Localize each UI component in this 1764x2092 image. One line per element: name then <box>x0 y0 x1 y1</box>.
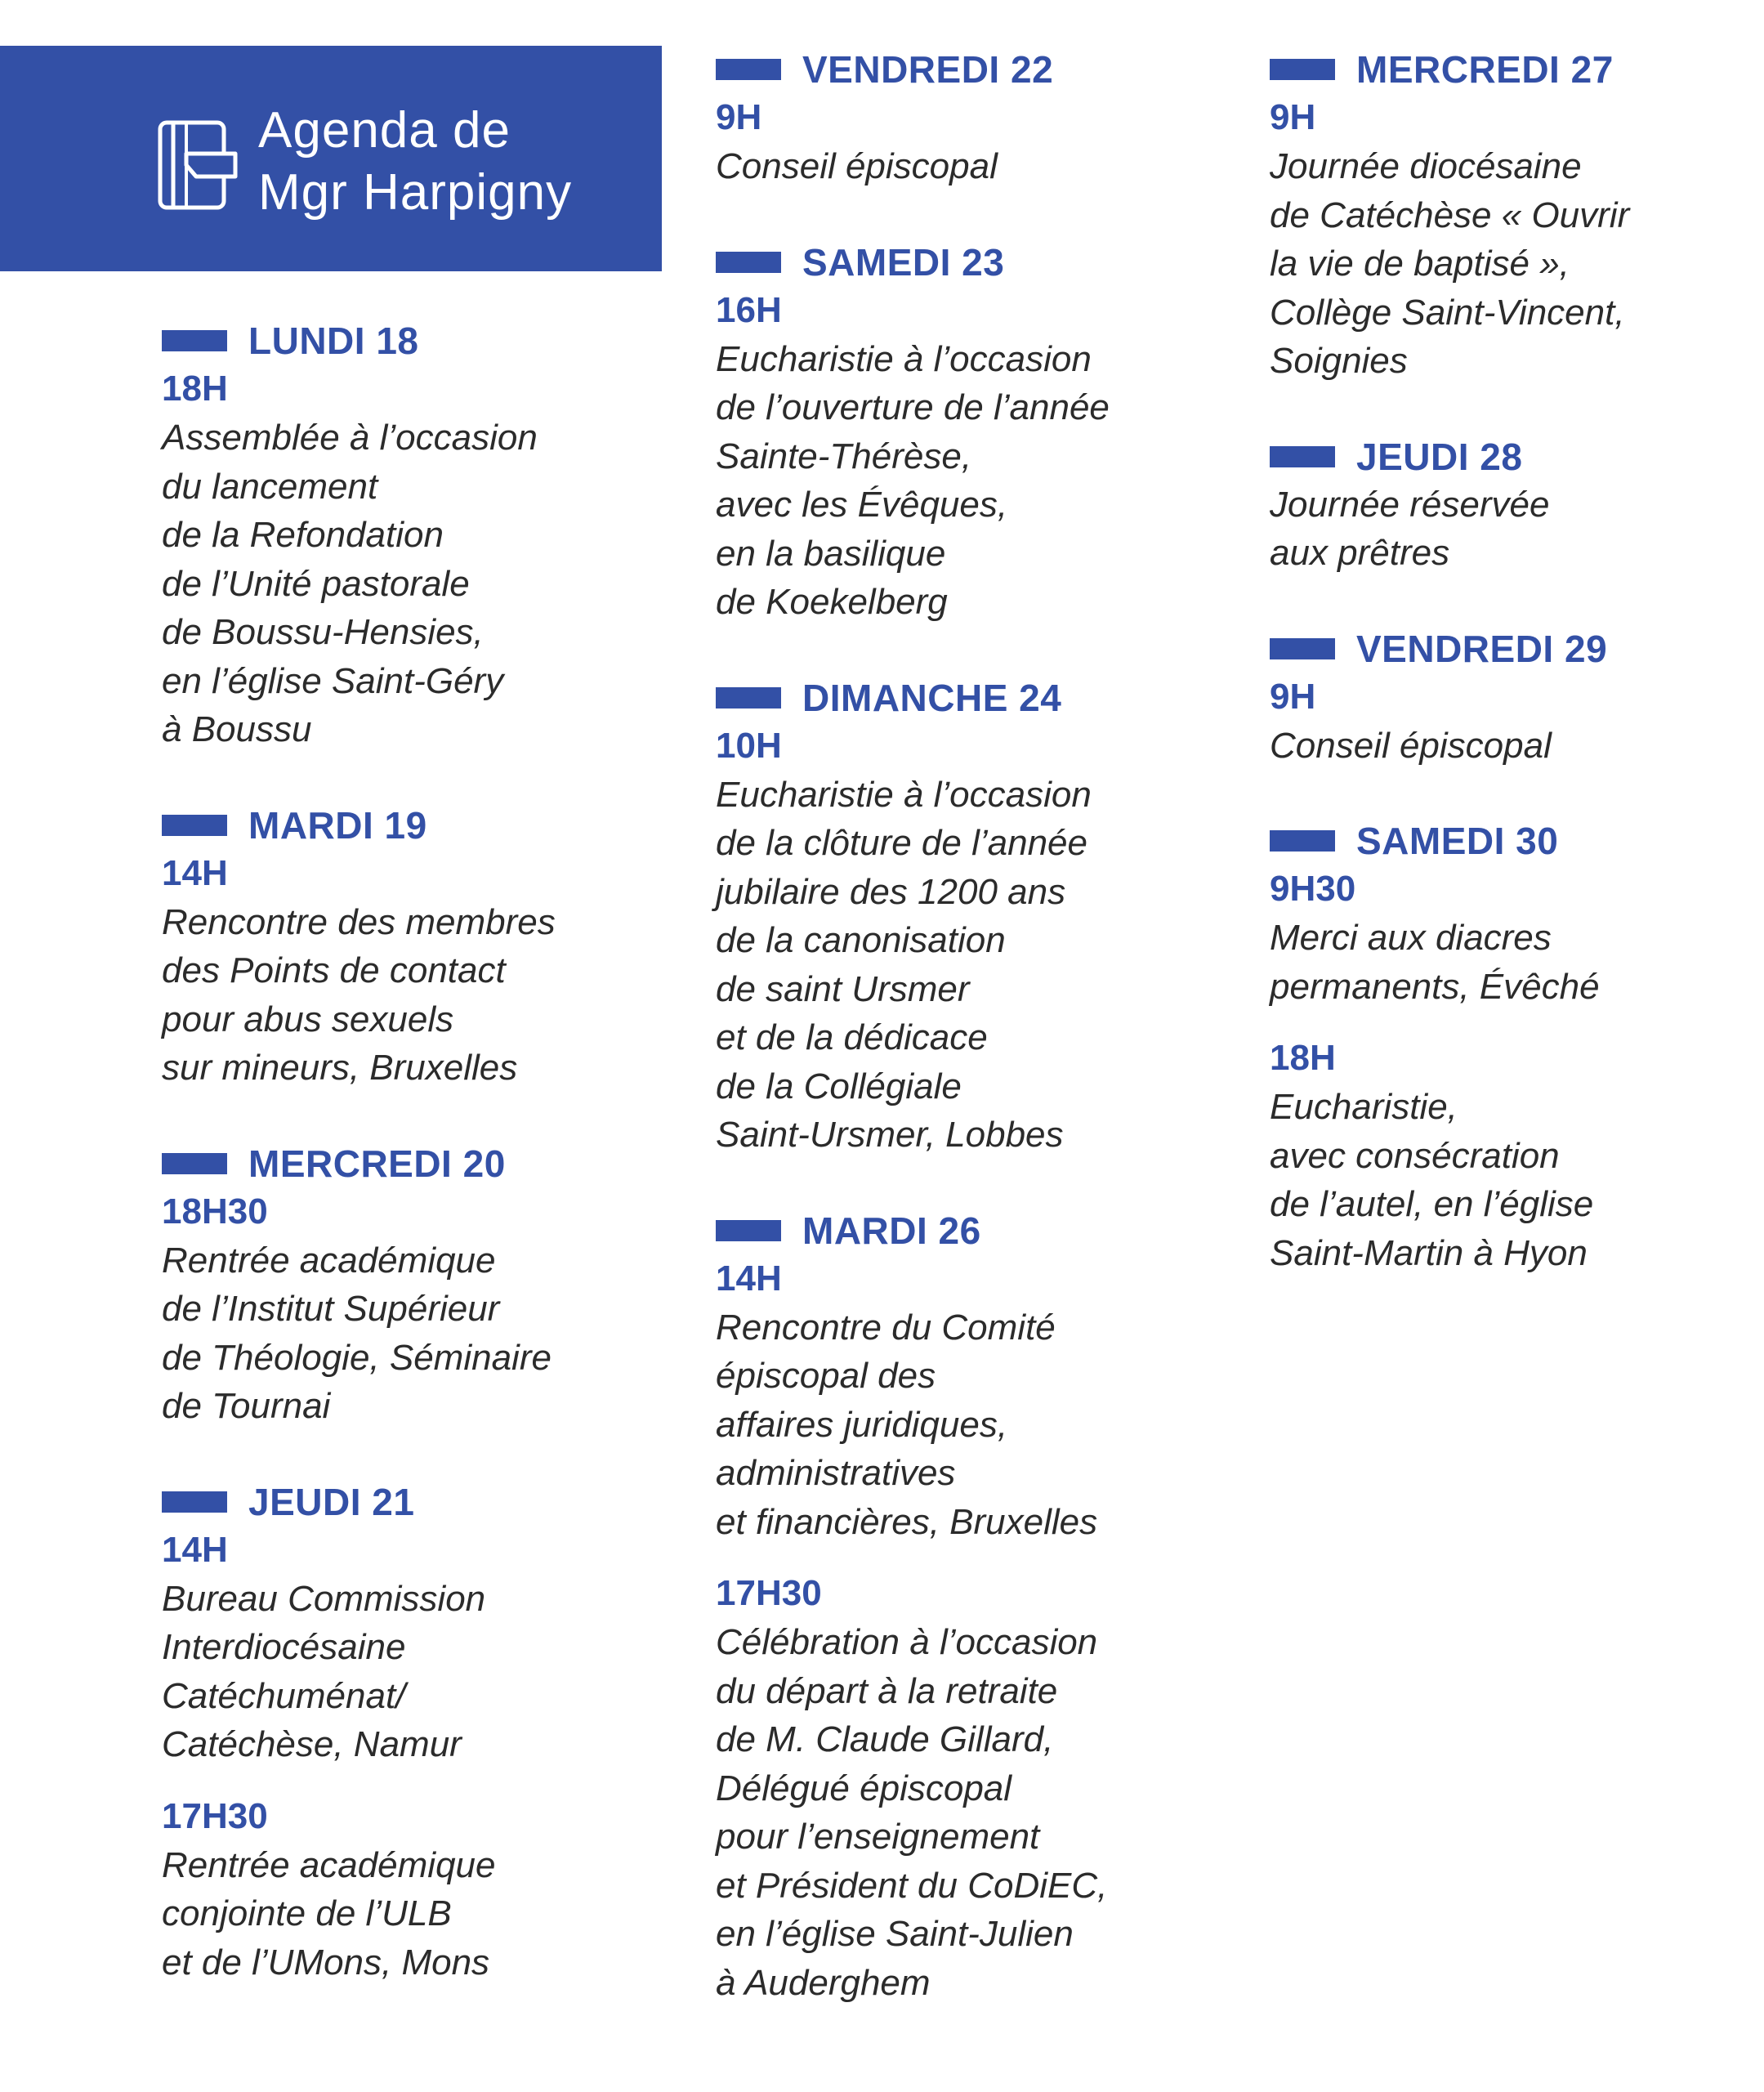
agenda-event <box>162 364 668 754</box>
event-description: Eucharistie à l’occasion de la clôture de l’année jubilaire des 1200 ans de la canonisation de saint Ursmer et de la dédicace de la Collégiale Saint-Ursmer, Lobbes <box>716 774 1092 1155</box>
event-time: 18H <box>162 369 228 409</box>
event-time: 16H <box>716 289 782 330</box>
agenda-event <box>1270 673 1760 771</box>
event-description: Rencontre des membres des Points de contact pour abus sexuels sur mineurs, Bruxelles <box>162 901 556 1088</box>
agenda-day <box>716 46 1239 191</box>
day-label: VENDREDI 29 <box>1356 627 1608 670</box>
event-time: 9H30 <box>1270 869 1356 909</box>
agenda-event <box>1270 865 1760 1011</box>
event-description: Bureau Commission Interdiocésaine Catéchuménat/ Catéchèse, Namur <box>162 1578 486 1764</box>
event-description: Rencontre du Comité épiscopal des affaires juridiques, administratives et financières, Bruxelles <box>716 1307 1098 1542</box>
day-label: JEUDI 28 <box>1356 435 1523 478</box>
agenda-day <box>716 1207 1239 2008</box>
agenda-event <box>162 1187 668 1431</box>
agenda-book-icon <box>157 116 239 214</box>
event-description: Conseil épiscopal <box>1270 725 1552 766</box>
day-label: SAMEDI 30 <box>1356 820 1559 862</box>
agenda-event <box>716 1569 1239 2007</box>
day-marker-bar <box>1270 59 1335 80</box>
event-time: 14H <box>716 1258 782 1299</box>
agenda-event <box>162 849 668 1093</box>
day-header <box>716 674 1239 722</box>
day-label: VENDREDI 22 <box>802 48 1054 91</box>
event-description: Eucharistie, avec consécration de l’autel, en l’église Saint-Martin à Hyon <box>1270 1087 1594 1273</box>
agenda-event <box>162 1792 668 1987</box>
agenda-event <box>716 722 1239 1160</box>
agenda-event <box>1270 93 1760 386</box>
event-description: Eucharistie à l’occasion de l’ouverture de l’année Sainte-Thérèse, avec les Évêques, en la basilique de Koekelberg <box>716 338 1110 622</box>
day-header <box>1270 625 1760 673</box>
day-header <box>716 239 1239 286</box>
agenda-day <box>716 239 1239 627</box>
event-time: 9H <box>716 97 762 137</box>
day-marker-bar <box>1270 446 1335 467</box>
agenda-header <box>0 46 662 271</box>
agenda-column-2 <box>716 46 1239 2054</box>
event-description: Journée diocésaine de Catéchèse « Ouvrir la vie de baptisé », Collège Saint-Vincent, Soignies <box>1270 146 1630 381</box>
day-label: MARDI 26 <box>802 1209 981 1252</box>
day-marker-bar <box>716 687 781 709</box>
day-label: JEUDI 21 <box>248 1480 415 1523</box>
day-marker-bar <box>162 815 227 836</box>
title-line-2: Mgr Harpigny <box>258 164 573 221</box>
day-marker-bar <box>1270 830 1335 852</box>
event-description: Célébration à l’occasion du départ à la retraite de M. Claude Gillard, Délégué épiscopal pour l’enseignement et Président du CoDiEC, en l’église Saint-Julien à Auderghem <box>716 1622 1108 2003</box>
agenda-day <box>162 317 668 754</box>
event-time: 17H30 <box>162 1795 268 1836</box>
day-marker-bar <box>1270 638 1335 659</box>
event-description: Assemblée à l’occasion du lancement de la Refondation de l’Unité pastorale de Boussu-Hensies, en l’église Saint-Géry à Boussu <box>162 418 538 749</box>
agenda-column-1 <box>162 317 668 2034</box>
agenda-event <box>716 286 1239 627</box>
agenda-column-3 <box>1270 46 1760 1325</box>
agenda-day <box>1270 625 1760 771</box>
day-marker-bar <box>716 252 781 273</box>
day-marker-bar <box>716 59 781 80</box>
day-label: SAMEDI 23 <box>802 240 1005 284</box>
agenda-event <box>1270 1034 1760 1277</box>
agenda-day <box>162 1140 668 1431</box>
event-time: 9H <box>1270 676 1316 717</box>
agenda-day <box>1270 46 1760 386</box>
event-time: 18H <box>1270 1038 1336 1078</box>
day-header <box>716 1207 1239 1254</box>
agenda-event <box>716 1254 1239 1547</box>
day-header <box>162 802 668 849</box>
agenda-day <box>162 1478 668 1987</box>
agenda-event <box>1270 481 1760 578</box>
event-time: 10H <box>716 725 782 766</box>
agenda-event <box>162 1526 668 1769</box>
event-description: Rentrée académique de l’Institut Supérieur de Théologie, Séminaire de Tournai <box>162 1240 552 1426</box>
day-marker-bar <box>162 1491 227 1513</box>
day-label: MERCREDI 27 <box>1356 48 1614 91</box>
event-description: Journée réservée aux prêtres <box>1270 484 1550 573</box>
day-label: DIMANCHE 24 <box>802 676 1062 719</box>
event-time: 17H30 <box>716 1573 822 1613</box>
event-time: 14H <box>162 1529 228 1570</box>
day-label: MARDI 19 <box>248 803 427 847</box>
day-header <box>162 317 668 364</box>
event-time: 18H30 <box>162 1191 268 1232</box>
event-description: Merci aux diacres permanents, Évêché <box>1270 918 1600 1007</box>
day-header <box>1270 46 1760 93</box>
day-label: LUNDI 18 <box>248 320 419 362</box>
title-line-1: Agenda de <box>258 102 511 159</box>
agenda-day <box>716 674 1239 1160</box>
event-time: 14H <box>162 852 228 893</box>
day-label: MERCREDI 20 <box>248 1142 506 1185</box>
event-description: Conseil épiscopal <box>716 146 998 186</box>
day-header <box>1270 433 1760 481</box>
event-time: 9H <box>1270 97 1316 137</box>
day-header <box>162 1140 668 1187</box>
agenda-day <box>1270 817 1760 1277</box>
day-header <box>716 46 1239 93</box>
day-header <box>1270 817 1760 865</box>
page-title <box>258 100 572 224</box>
day-marker-bar <box>162 330 227 351</box>
agenda-day <box>1270 433 1760 578</box>
day-marker-bar <box>716 1220 781 1241</box>
day-marker-bar <box>162 1153 227 1174</box>
day-header <box>162 1478 668 1526</box>
agenda-day <box>162 802 668 1093</box>
agenda-event <box>716 93 1239 191</box>
event-description: Rentrée académique conjointe de l’ULB et de l’UMons, Mons <box>162 1844 496 1982</box>
